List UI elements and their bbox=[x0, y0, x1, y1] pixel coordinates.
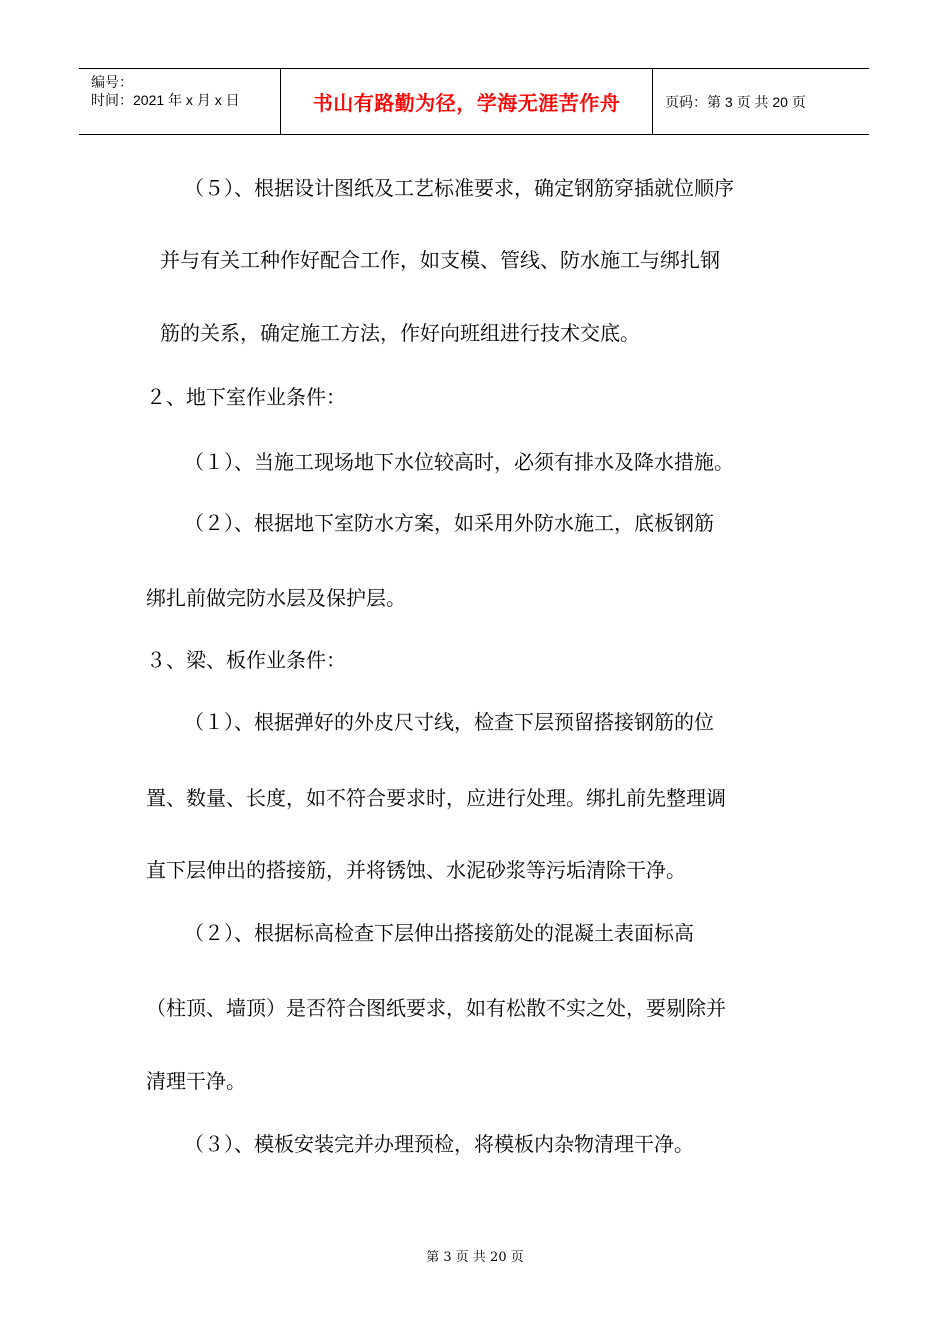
body-line: （２）、根据地下室防水方案，如采用外防水施工，底板钢筋 bbox=[184, 511, 714, 535]
section-heading: ２、地下室作业条件： bbox=[146, 385, 346, 409]
document-time-label: 时间：2021 年 x 月 x 日 bbox=[91, 92, 240, 108]
body-line: 置、数量、长度，如不符合要求时，应进行处理。绑扎前先整理调 bbox=[146, 786, 726, 810]
page-footer: 第 3 页 共 20 页 bbox=[426, 1250, 524, 1265]
body-line: （柱顶、墙顶）是否符合图纸要求，如有松散不实之处，要剔除并 bbox=[146, 996, 726, 1020]
header-info-cell bbox=[79, 69, 281, 134]
body-line: （１）、根据弹好的外皮尺寸线，检查下层预留搭接钢筋的位 bbox=[184, 710, 714, 734]
body-line: 筋的关系，确定施工方法，作好向班组进行技术交底。 bbox=[160, 321, 640, 345]
document-number-label: 编号： bbox=[91, 74, 133, 90]
header-motto: 书山有路勤为径，学海无涯苦作舟 bbox=[281, 69, 653, 134]
body-line: （２）、根据标高检查下层伸出搭接筋处的混凝土表面标高 bbox=[184, 921, 694, 945]
body-line: 清理干净。 bbox=[146, 1069, 246, 1093]
body-line: （５）、根据设计图纸及工艺标准要求，确定钢筋穿插就位顺序 bbox=[184, 176, 734, 200]
body-line: （３）、模板安装完并办理预检，将模板内杂物清理干净。 bbox=[184, 1132, 694, 1156]
body-line: 绑扎前做完防水层及保护层。 bbox=[146, 586, 406, 610]
body-line: （１）、当施工现场地下水位较高时，必须有排水及降水措施。 bbox=[184, 450, 734, 474]
section-heading: ３、梁、板作业条件： bbox=[146, 648, 346, 672]
page-header bbox=[79, 68, 869, 135]
header-page-number: 页码：第 3 页 共 20 页 bbox=[665, 93, 806, 110]
body-line: 直下层伸出的搭接筋，并将锈蚀、水泥砂浆等污垢清除干净。 bbox=[146, 858, 686, 882]
body-line: 并与有关工种作好配合工作，如支模、管线、防水施工与绑扎钢 bbox=[160, 248, 720, 272]
